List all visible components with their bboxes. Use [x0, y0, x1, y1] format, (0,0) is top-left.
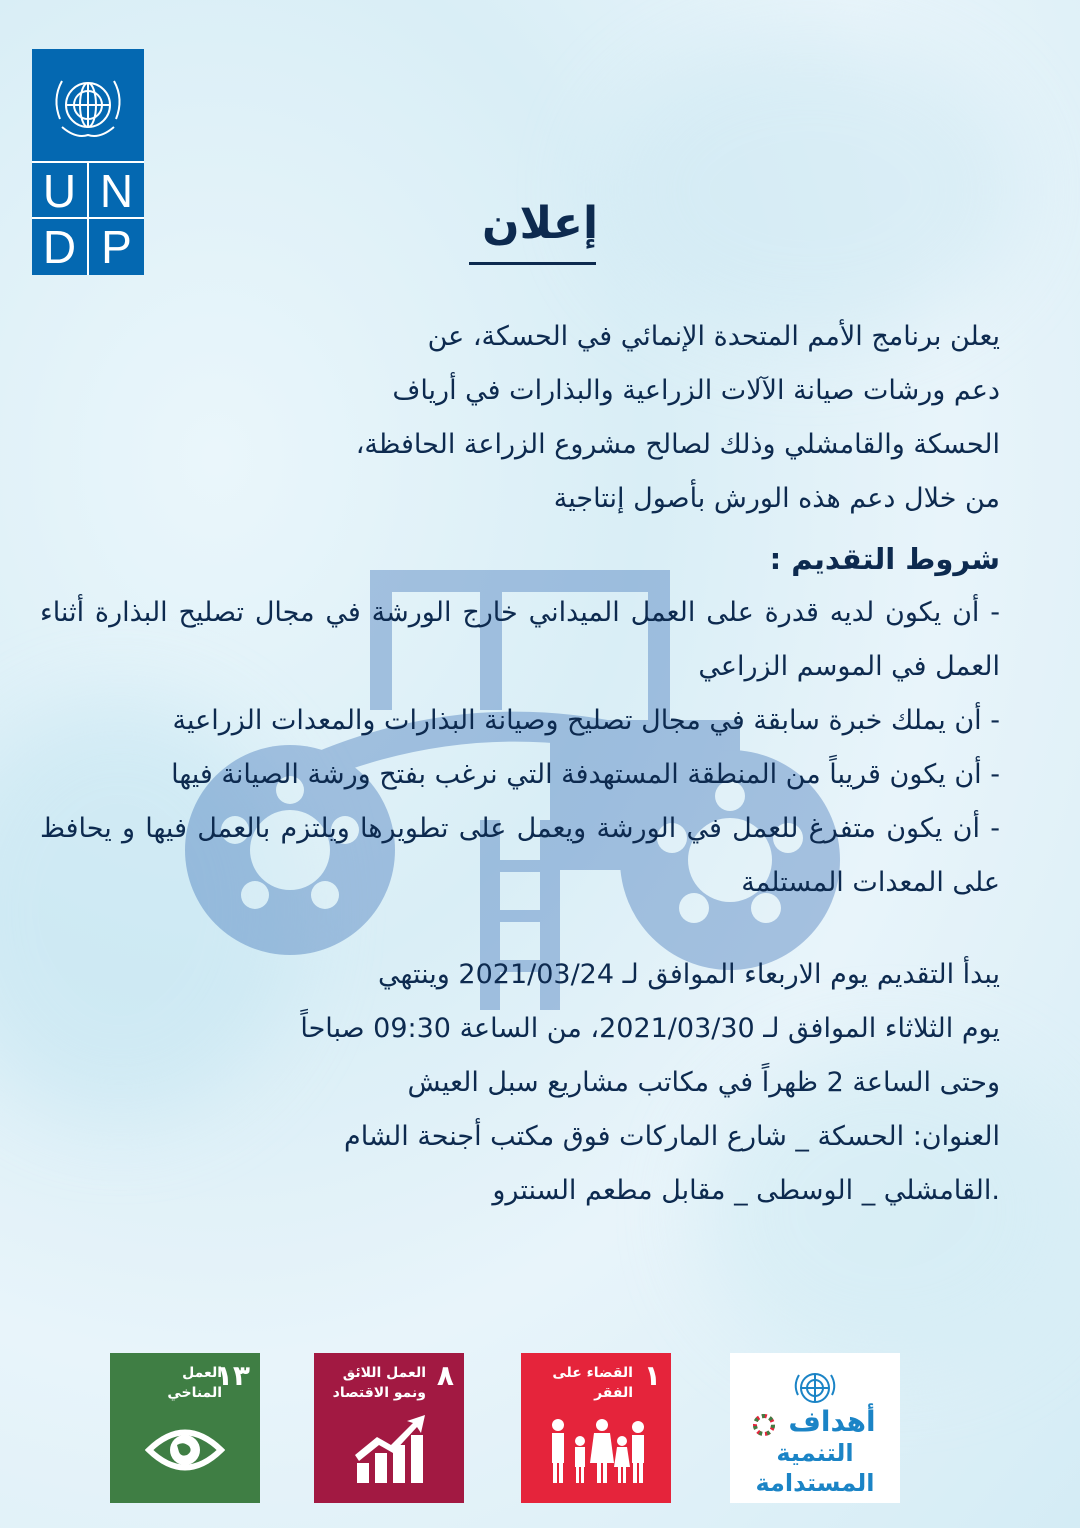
logo-letter: N	[99, 165, 134, 217]
family-icon	[546, 1415, 646, 1485]
address-line: .القامشلي _ الوسطى _ مقابل مطعم السنترو	[492, 1175, 1000, 1206]
dates-paragraph	[40, 948, 1000, 1218]
intro-line: من خلال دعم هذه الورش بأصول إنتاجية	[553, 483, 1000, 514]
sdg-tile-decent-work	[314, 1353, 464, 1503]
undp-logo	[32, 49, 144, 275]
climate-eye-icon	[145, 1415, 225, 1485]
condition-item: - أن يكون قريباً من المنطقة المستهدفة التي نرغب بفتح ورشة الصيانة فيها	[171, 759, 1000, 790]
dates-line: وحتى الساعة 2 ظهراً في مكاتب مشاريع سبل العيش	[407, 1067, 1000, 1098]
announcement-body	[40, 310, 1000, 1218]
condition-item: - أن يكون متفرغ للعمل في الورشة ويعمل على تطويرها ويلتزم بالعمل فيها و يحافظ على المعدات المستلمة	[40, 813, 1000, 898]
sdg-number: ١٣	[215, 1359, 250, 1392]
goals-line: التنمية	[776, 1439, 854, 1467]
intro-line: الحسكة والقامشلي وذلك لصالح مشروع الزراعة الحافظة،	[355, 429, 1000, 460]
sdg-label: القضاء على الفقر	[552, 1365, 633, 1401]
logo-letter: U	[42, 165, 77, 217]
goals-line: المستدامة	[755, 1469, 875, 1497]
sdg-label: العمل المناخي	[167, 1365, 222, 1401]
sdg-label: العمل اللائق ونمو الاقتصاد	[332, 1365, 426, 1401]
un-emblem-icon	[32, 49, 144, 161]
title-underline	[469, 262, 596, 265]
intro-paragraph	[40, 310, 1000, 526]
goals-line: أهداف	[788, 1405, 876, 1438]
dates-line: يبدأ التقديم يوم الاربعاء الموافق لـ 2021/03/24 وينتهي	[378, 959, 1000, 990]
sdg-goals-logo	[730, 1353, 900, 1503]
sdg-number: ٨	[436, 1359, 454, 1392]
sdg-number: ١	[643, 1359, 661, 1392]
address-line: العنوان: الحسكة _ شارع الماركات فوق مكتب أجنحة الشام	[343, 1121, 1000, 1152]
sdg-icons-row	[110, 1353, 900, 1503]
sdg-tile-no-poverty	[521, 1353, 671, 1503]
intro-line: دعم ورشات صيانة الآلات الزراعية والبذارات في أرياف	[392, 375, 1000, 406]
condition-item: - أن يملك خبرة سابقة في مجال تصليح وصيانة البذارات والمعدات الزراعية	[172, 705, 1000, 736]
condition-item: - أن يكون لديه قدرة على العمل الميداني خارج الورشة في مجال تصليح البذارة أثناء العمل في الموسم الزراعي	[40, 597, 1000, 682]
growth-chart-icon	[349, 1415, 429, 1485]
intro-line: يعلن برنامج الأمم المتحدة الإنمائي في الحسكة، عن	[427, 321, 1000, 352]
dates-line: يوم الثلاثاء الموافق لـ 2021/03/30، من الساعة 09:30 صباحاً	[300, 1013, 1000, 1044]
background-blob	[600, 40, 1020, 340]
page-title: إعلان	[481, 198, 599, 249]
sdg-tile-climate-action	[110, 1353, 260, 1503]
conditions-heading: شروط التقديم :	[769, 542, 1000, 576]
logo-letter: D	[42, 221, 77, 273]
logo-letter: P	[101, 221, 132, 273]
